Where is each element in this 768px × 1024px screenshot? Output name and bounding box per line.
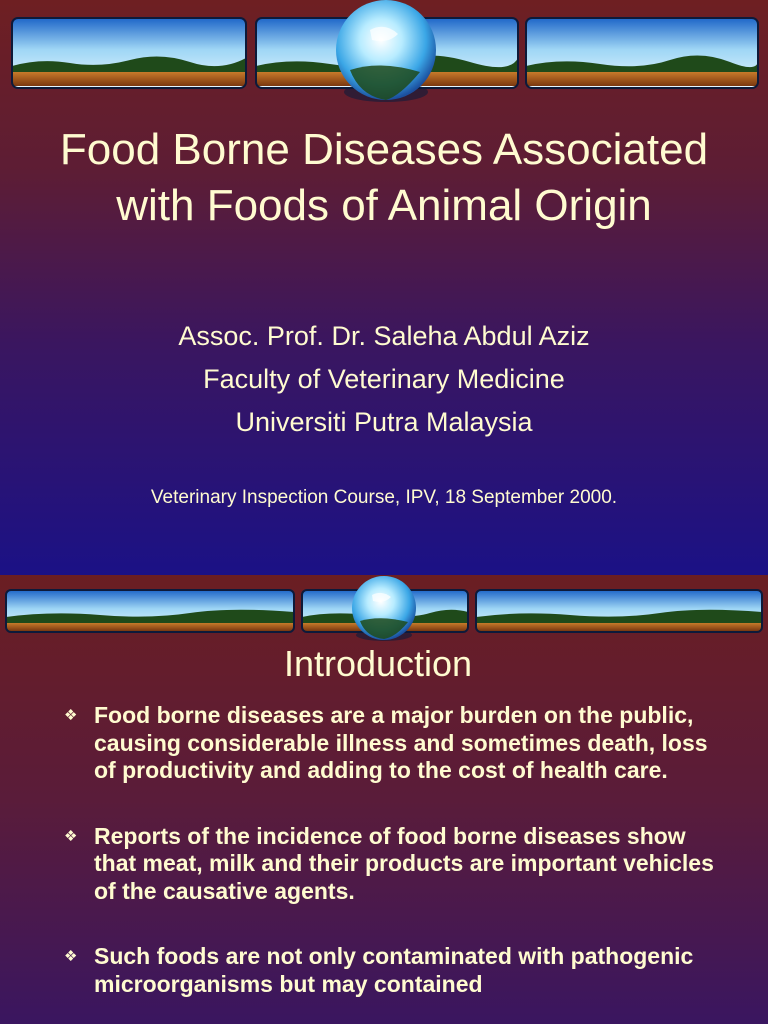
diamond-bullet-icon: ❖ (64, 948, 78, 965)
landscape-panel-left (6, 590, 294, 632)
bullet-text: Such foods are not only contaminated with pathogenic microorganisms but may contained (94, 943, 694, 997)
list-item (64, 702, 724, 785)
title-line-1: Food Borne Diseases Associated (59, 125, 709, 174)
landscape-banner (0, 575, 768, 645)
landscape-panel-left (12, 18, 246, 88)
bullet-list (64, 702, 724, 1024)
list-item (64, 823, 724, 906)
landscape-panel-right (476, 590, 762, 632)
slide-introduction (0, 575, 768, 1024)
bullet-text: Reports of the incidence of food borne diseases show that meat, milk and their products are important vehicles of the causative agents. (94, 822, 714, 904)
landscape-banner (0, 0, 768, 110)
slide-title-heading (0, 122, 768, 234)
title-line-2: with Foods of Animal Origin (116, 181, 652, 230)
globe-icon (336, 0, 436, 102)
author-faculty: Faculty of Veterinary Medicine (203, 364, 565, 394)
bullet-text: Food borne diseases are a major burden on the public, causing considerable illness and sometimes death, loss of productivity and adding to the cost of health care. (94, 702, 708, 783)
diamond-bullet-icon: ❖ (64, 827, 78, 845)
course-info: Veterinary Inspection Course, IPV, 18 September 2000. (150, 487, 618, 508)
author-name: Assoc. Prof. Dr. Saleha Abdul Aziz (178, 321, 590, 351)
list-item (64, 943, 724, 998)
landscape-panel-right (526, 18, 758, 88)
author-block (0, 315, 768, 444)
slide-heading: Introduction (283, 643, 473, 684)
author-university: Universiti Putra Malaysia (235, 407, 533, 437)
diamond-bullet-icon: ❖ (64, 707, 78, 724)
